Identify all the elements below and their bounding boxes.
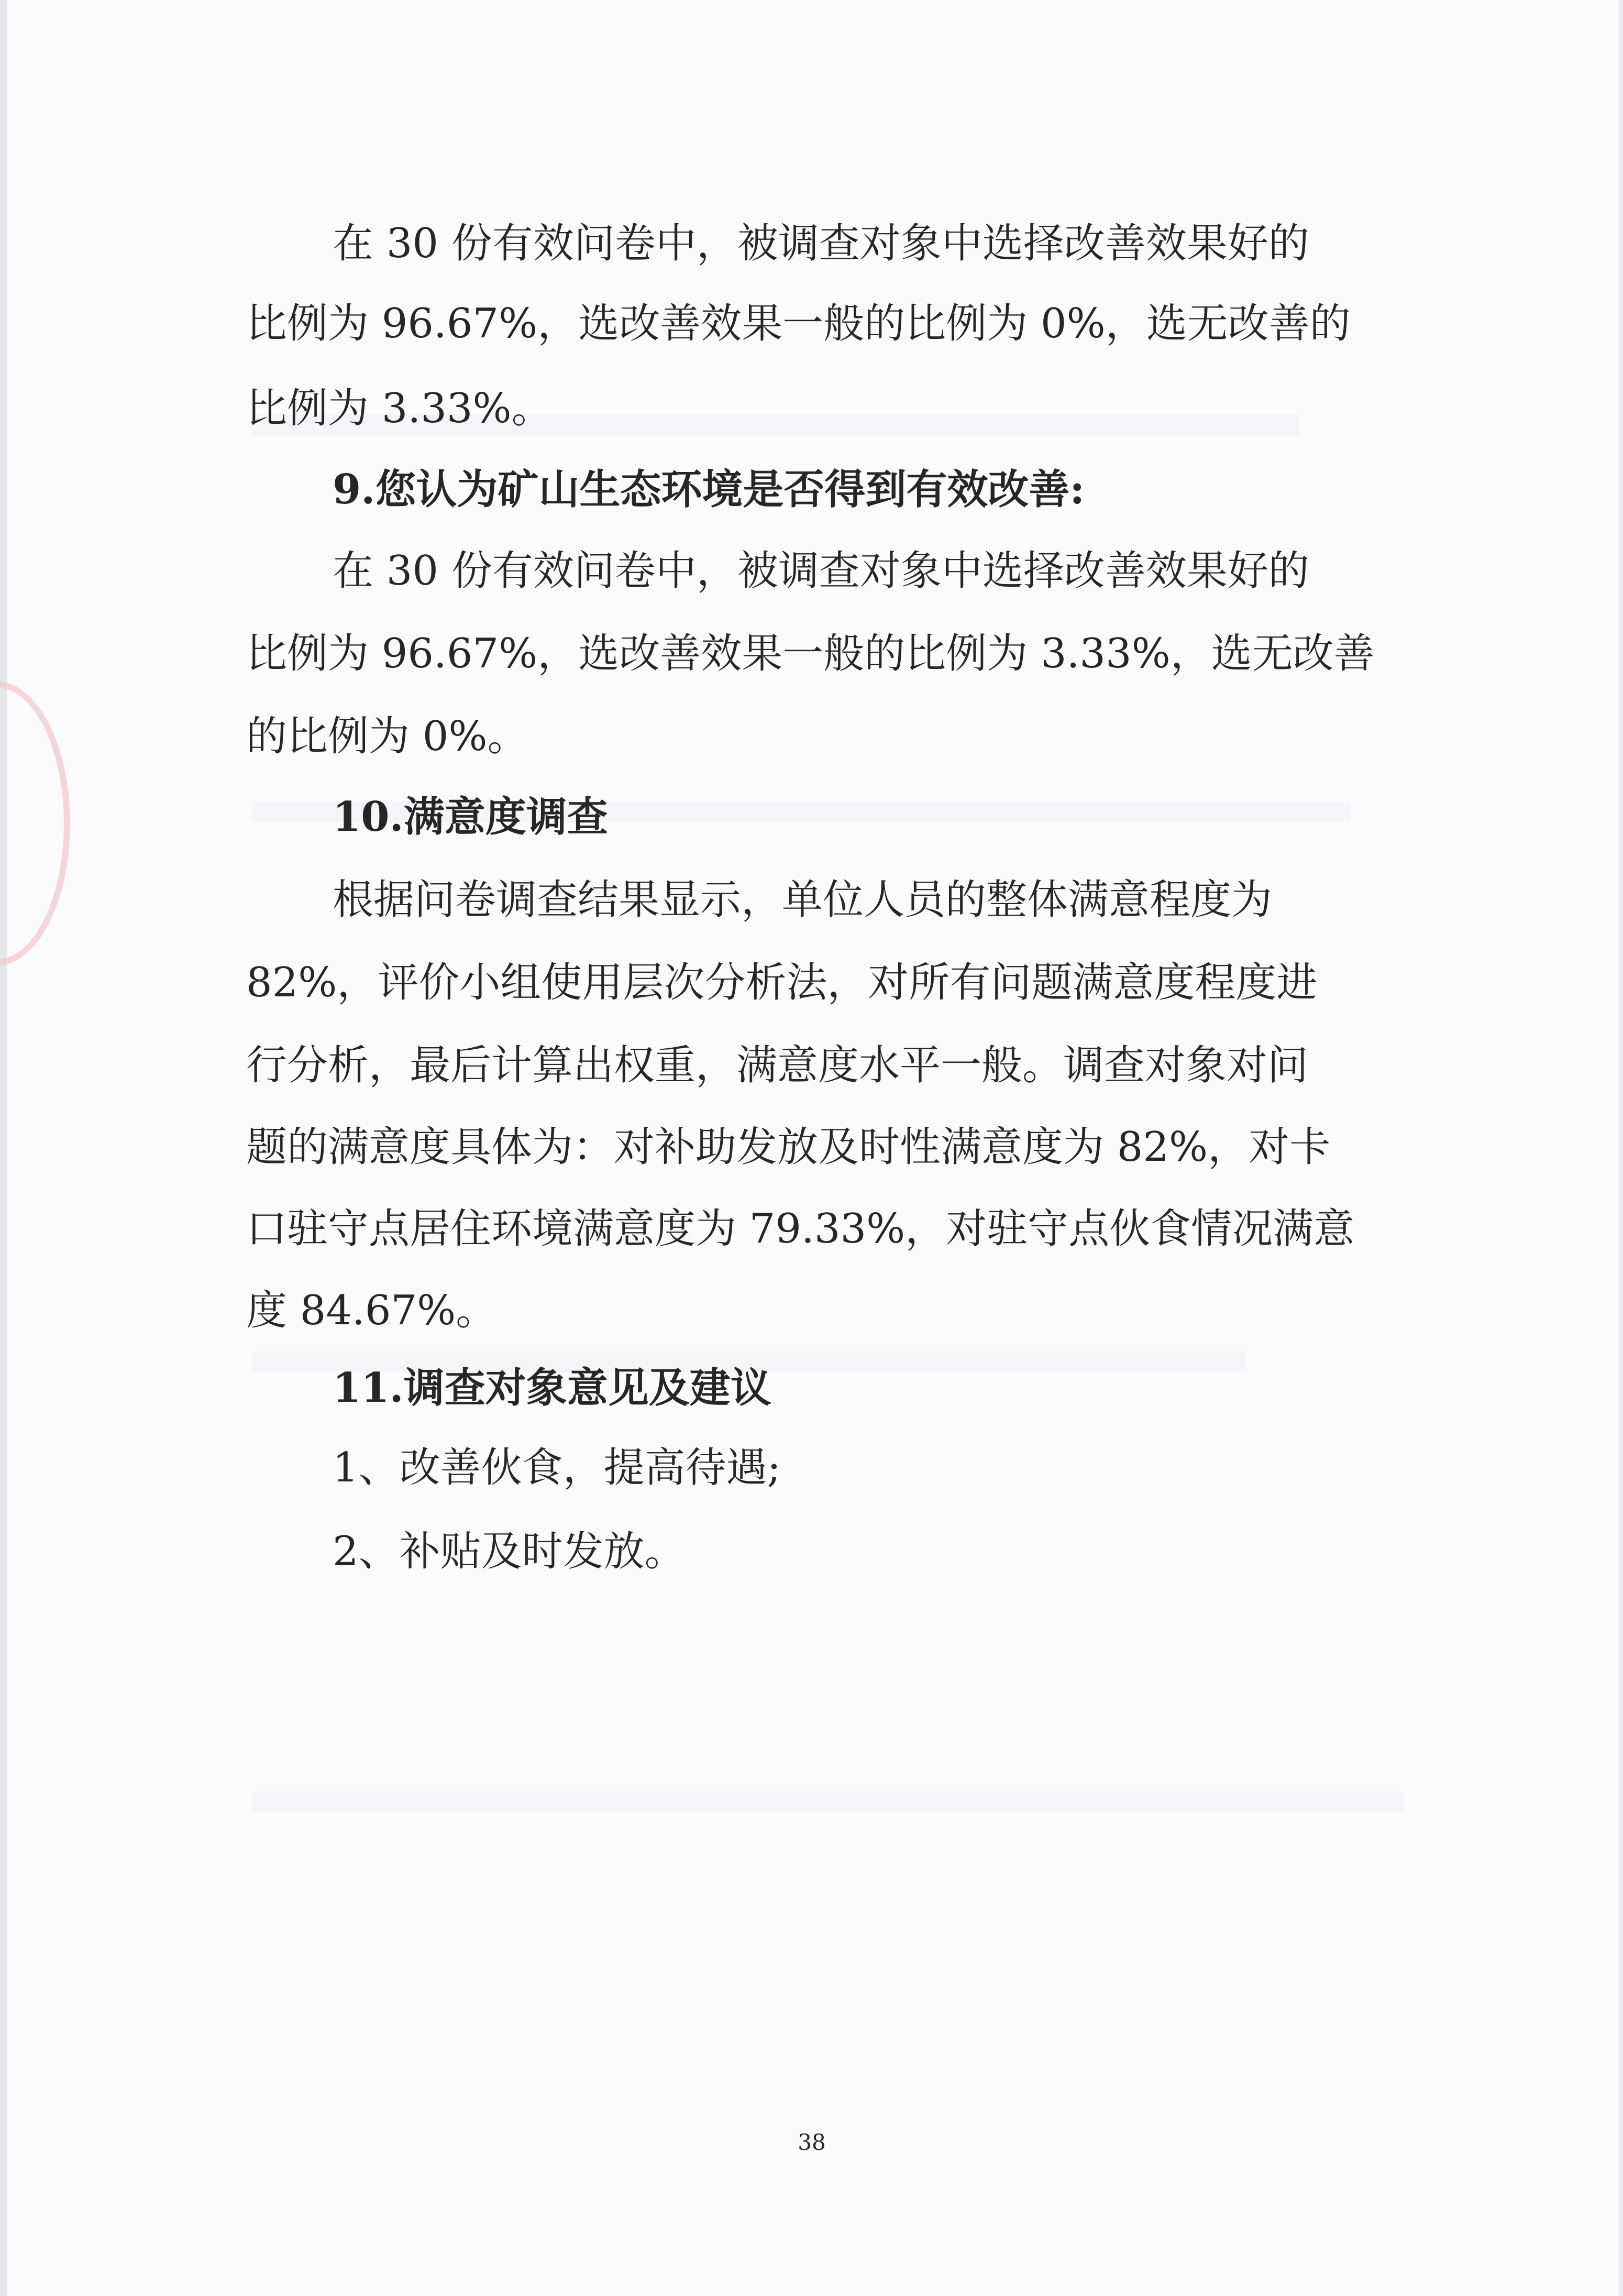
paragraph-line: 题的满意度具体为：对补助发放及时性满意度为 82%，对卡 [246, 1124, 1331, 1171]
section-heading: 10.满意度调查 [333, 793, 608, 841]
section-heading: 9.您认为矿山生态环境是否得到有效改善: [333, 466, 1085, 513]
paragraph-line: 在 30 份有效问卷中，被调查对象中选择改善效果好的 [333, 547, 1309, 595]
scan-edge-left [0, 0, 7, 2296]
list-item: 1、改善伙食，提高待遇; [333, 1444, 781, 1491]
paragraph-line: 的比例为 0%。 [246, 713, 528, 760]
seal-stamp [0, 681, 70, 966]
bleed-through [251, 1792, 1404, 1812]
scan-edge-right [1619, 0, 1623, 2296]
paragraph-line: 82%，评价小组使用层次分析法，对所有问题满意度程度进 [246, 959, 1318, 1006]
paragraph-line: 度 84.67%。 [246, 1287, 497, 1334]
section-heading: 11.调查对象意见及建议 [333, 1364, 771, 1412]
page-number: 38 [798, 2129, 826, 2155]
paragraph-line: 比例为 3.33%。 [246, 385, 553, 432]
paragraph-line: 口驻守点居住环境满意度为 79.33%，对驻守点伙食情况满意 [246, 1205, 1355, 1253]
paragraph-line: 在 30 份有效问卷中，被调查对象中选择改善效果好的 [333, 220, 1309, 267]
list-item: 2、补贴及时发放。 [333, 1528, 686, 1575]
paragraph-line: 比例为 96.67%，选改善效果一般的比例为 0%，选无改善的 [246, 300, 1351, 347]
paragraph-line: 行分析，最后计算出权重，满意度水平一般。调查对象对问 [246, 1042, 1309, 1089]
paragraph-line: 比例为 96.67%，选改善效果一般的比例为 3.33%，选无改善 [246, 630, 1375, 677]
paragraph-line: 根据问卷调查结果显示，单位人员的整体满意程度为 [333, 876, 1273, 924]
